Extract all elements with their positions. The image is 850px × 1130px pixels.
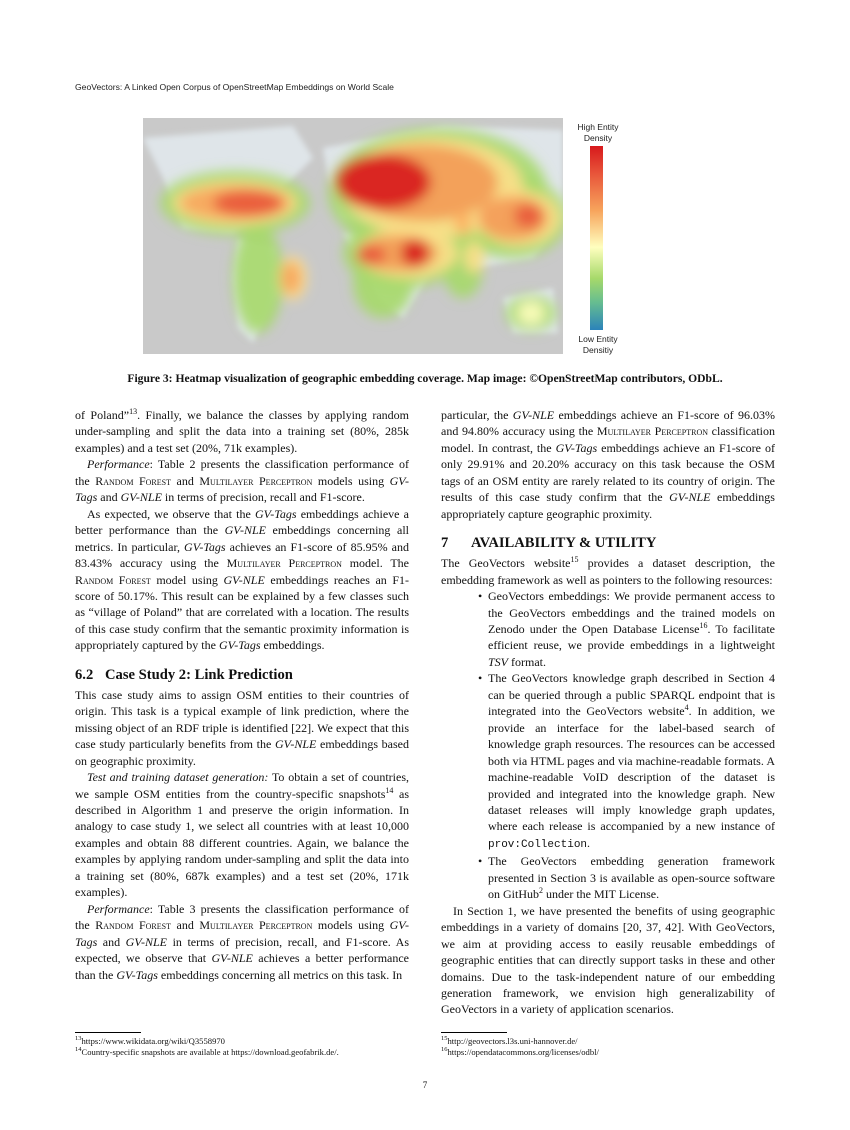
italic-term: GV-NLE [512,408,555,422]
model-name: Random Forest [95,918,171,933]
italic-term: GV-NLE [120,490,162,505]
figure-caption: Figure 3: Heatmap visualization of geographic embedding coverage. Map image: ©OpenStreetMap contributors, ODbL. [127,372,723,385]
paragraph [75,506,409,654]
text-run: The GeoVectors website [441,556,571,571]
footnote [441,1047,775,1058]
text-run: in terms of precision, recall and F1-score. [161,490,365,505]
section-title: Case Study 2: Link Prediction [105,666,293,683]
text-run: model using [150,572,224,587]
text-run: . [587,835,591,850]
italic-term: GV-NLE [275,737,317,752]
paragraph [75,769,409,901]
text-run: GeoVectors embeddings: We provide permanent access to the GeoVectors embeddings and the trained models on Zenodo under the Open Database License [488,589,775,636]
footnotes-right [441,1018,775,1058]
model-name: Multilayer Perceptron [596,424,709,439]
italic-term: GV-Tags [218,638,261,653]
text-run: under the MIT License. [543,887,660,902]
legend-low-label: Low Entity Densitiy [578,334,618,355]
model-name: Multilayer Perceptron [226,556,342,571]
text-run: embeddings appropriately capture geographic proximity. [441,490,775,521]
text-run: and [97,490,121,505]
page-number: 7 [422,1079,428,1090]
text-run: embeddings based on geographic proximity. [75,737,410,768]
list-item [478,588,775,670]
footnote-ref: 4 [684,703,689,713]
text-run: embeddings. [260,638,325,653]
paragraph [75,407,409,456]
section-title: AVAILABILITY & UTILITY [471,535,657,552]
model-name: Multilayer Perceptron [199,473,313,488]
footnotes-left [75,1018,409,1058]
italic-term: GV-Tags [116,967,158,982]
left-column [75,407,409,1058]
paragraph [75,901,409,983]
footnote-ref: 2 [539,886,543,896]
italic-term: Performance [87,457,150,472]
text-run: embeddings concerning all metrics. In particular, [75,523,410,554]
italic-term: Performance [87,901,150,916]
text-run: embeddings reaches an F1-score of 50.17%. This result can be explained by a few classes such as “village of Poland” that are correlated with a location. The results of this case study confirm that the semantic proximity information is appropriately captured by the [75,572,409,653]
paragraph [75,456,409,505]
code-term: prov:Collection [488,838,588,851]
footnote-text[interactable]: Country-specific snapshots are available at https://download.geofabrik.de/. [81,1046,339,1057]
paragraph [441,903,775,1018]
text-run: The GeoVectors embedding generation framework presented in Section 3 is available as open-source software on GitHub [488,854,775,902]
text-run: embeddings achieve an F1-score of only 29.91% and 20.20% accuracy on this task because the OSM tags of an OSM entity are rarely related to its country of origin. The results of this case study confirm that the [441,440,775,505]
text-run: In Section 1, we have presented the benefits of using geographic embeddings in a variety of domains [20, 37, 42]. With GeoVectors, we aim at providing access to easily reusable embeddings of geographic entities that can directly support tasks in these and other domains. Due to the task-independent nature of our embedding generation framework, we envision high generalizability of GeoVectors in a variety of application scenarios. [441,903,775,1017]
text-run: models using [312,473,390,488]
section-number: 6.2 [75,666,94,683]
footnote-number: 13 [75,1035,82,1042]
text-run: The GeoVectors knowledge graph described in Section 4 can be queried through a public SPARQL endpoint that is integrated into the GeoVectors website [488,671,775,719]
text-run: of Poland” [75,408,130,422]
footnote-ref: 15 [570,555,579,565]
resource-list [441,588,775,903]
text-run: As expected, we observe that the [87,506,255,521]
italic-term: GV-Tags [75,473,409,505]
legend-high-label: High Entity Density [577,122,619,143]
italic-term: GV-Tags [184,539,226,554]
italic-term: GV-Tags [75,918,409,949]
text-run: and [97,934,126,949]
footnote-text[interactable]: http://geovectors.l3s.uni-hannover.de/ [447,1035,578,1046]
running-header: GeoVectors: A Linked Open Corpus of OpenStreetMap Embeddings on World Scale [75,82,394,92]
bullet-icon: • [478,589,483,604]
paragraph [441,555,775,588]
footnote-number: 15 [441,1035,448,1042]
footnote-text[interactable]: https://opendatacommons.org/licenses/odbl/ [447,1046,599,1057]
italic-term: TSV [488,654,509,669]
italic-term: GV-NLE [125,934,168,949]
text-run: particular, the [441,408,513,422]
footnote [441,1036,775,1047]
text-run: embeddings achieve an F1-score of 96.03% and 94.80% accuracy using the [441,408,775,439]
text-run: embeddings achieve a better performance than the [75,506,409,538]
text-run: . Finally, we balance the classes by applying random under-sampling and split the data into a training set (80%, 285k examples) and a test set (20%, 71k examples). [75,408,409,455]
text-run: format. [508,654,547,669]
footnote-text[interactable]: https://www.wikidata.org/wiki/Q3558970 [81,1035,225,1046]
text-run: achieves a better performance than the [75,951,409,982]
bullet-icon: • [478,854,483,869]
model-name: Random Forest [95,473,171,488]
right-column [441,407,775,1058]
section-heading [75,666,409,684]
text-run: : Table 2 presents the classification performance of the [75,457,409,488]
italic-term: GV-NLE [223,572,265,587]
text-run: and [170,473,200,488]
text-run: provides a dataset description, the embedding framework as well as pointers to the following resources: [441,556,776,587]
footnote-rule [441,1032,507,1033]
footnote-number: 14 [75,1046,82,1053]
text-run: . In addition, we provide an interface for the label-based search of knowledge graph resources. The resources can be accessed both via HTML pages and via machine-readable formats. A machine-readable VoID description of the dataset is provided and integrated into the knowledge graph. New dataset releases will imply knowledge graph updates, where each release is accompanied by a new instance of [488,704,775,834]
text-run: and [170,918,200,933]
text-run: To obtain a set of countries, we sample OSM entities from the country-specific snapshots [75,770,409,801]
model-name: Multilayer Perceptron [199,918,313,933]
paragraph [441,407,775,522]
footnote-ref: 16 [699,620,708,630]
italic-term: Test and training dataset generation: [87,770,269,785]
list-item [478,670,775,853]
italic-term: GV-NLE [211,951,253,966]
text-run: in terms of precision, recall, and F1-score. As expected, we observe that [75,934,409,966]
footnote-rule [75,1032,141,1033]
footnote [75,1036,409,1047]
bullet-icon: • [478,671,483,686]
footnote [75,1047,409,1058]
text-run: embeddings concerning all metrics on this task. In [157,967,403,982]
footnote-ref: 13 [129,407,138,416]
text-run: classification model. In contrast, the [441,424,775,455]
body-columns [75,0,775,1058]
text-run: . To facilitate efficient reuse, we provide embeddings in a lightweight [488,621,775,653]
text-run: achieves an F1-score of 85.95% and 83.43% accuracy using the [75,539,409,571]
model-name: Random Forest [75,572,151,587]
footnote-ref: 14 [385,785,394,795]
list-item [478,853,775,902]
text-run: model. The [341,556,409,571]
footnote-number: 16 [441,1046,448,1053]
text-run: This case study aims to assign OSM entities to their countries of origin. This task is a typical example of link prediction, where the missing object of an RDF triple is identified [22]. We expect that this case study particularly benefits from the [75,687,409,752]
italic-term: GV-NLE [669,490,711,505]
section-heading [441,534,775,552]
italic-term: GV-Tags [555,440,598,455]
paragraph [75,687,409,769]
section-number: 7 [441,535,449,552]
text-run: as described in Algorithm 1 and preserve the origin information. In analogy to case study 1, we select all countries with at least 10,000 examples and obtain 88 different countries. Again, we balance the examples by applying random under-sampling and split the data into a training set (80%, 687k examples) and a test set (20%, 171k examples). [75,786,409,900]
text-run: models using [312,918,390,933]
italic-term: GV-NLE [224,523,266,538]
text-run: : Table 3 presents the classification performance of the [75,901,409,933]
italic-term: GV-Tags [254,506,297,521]
